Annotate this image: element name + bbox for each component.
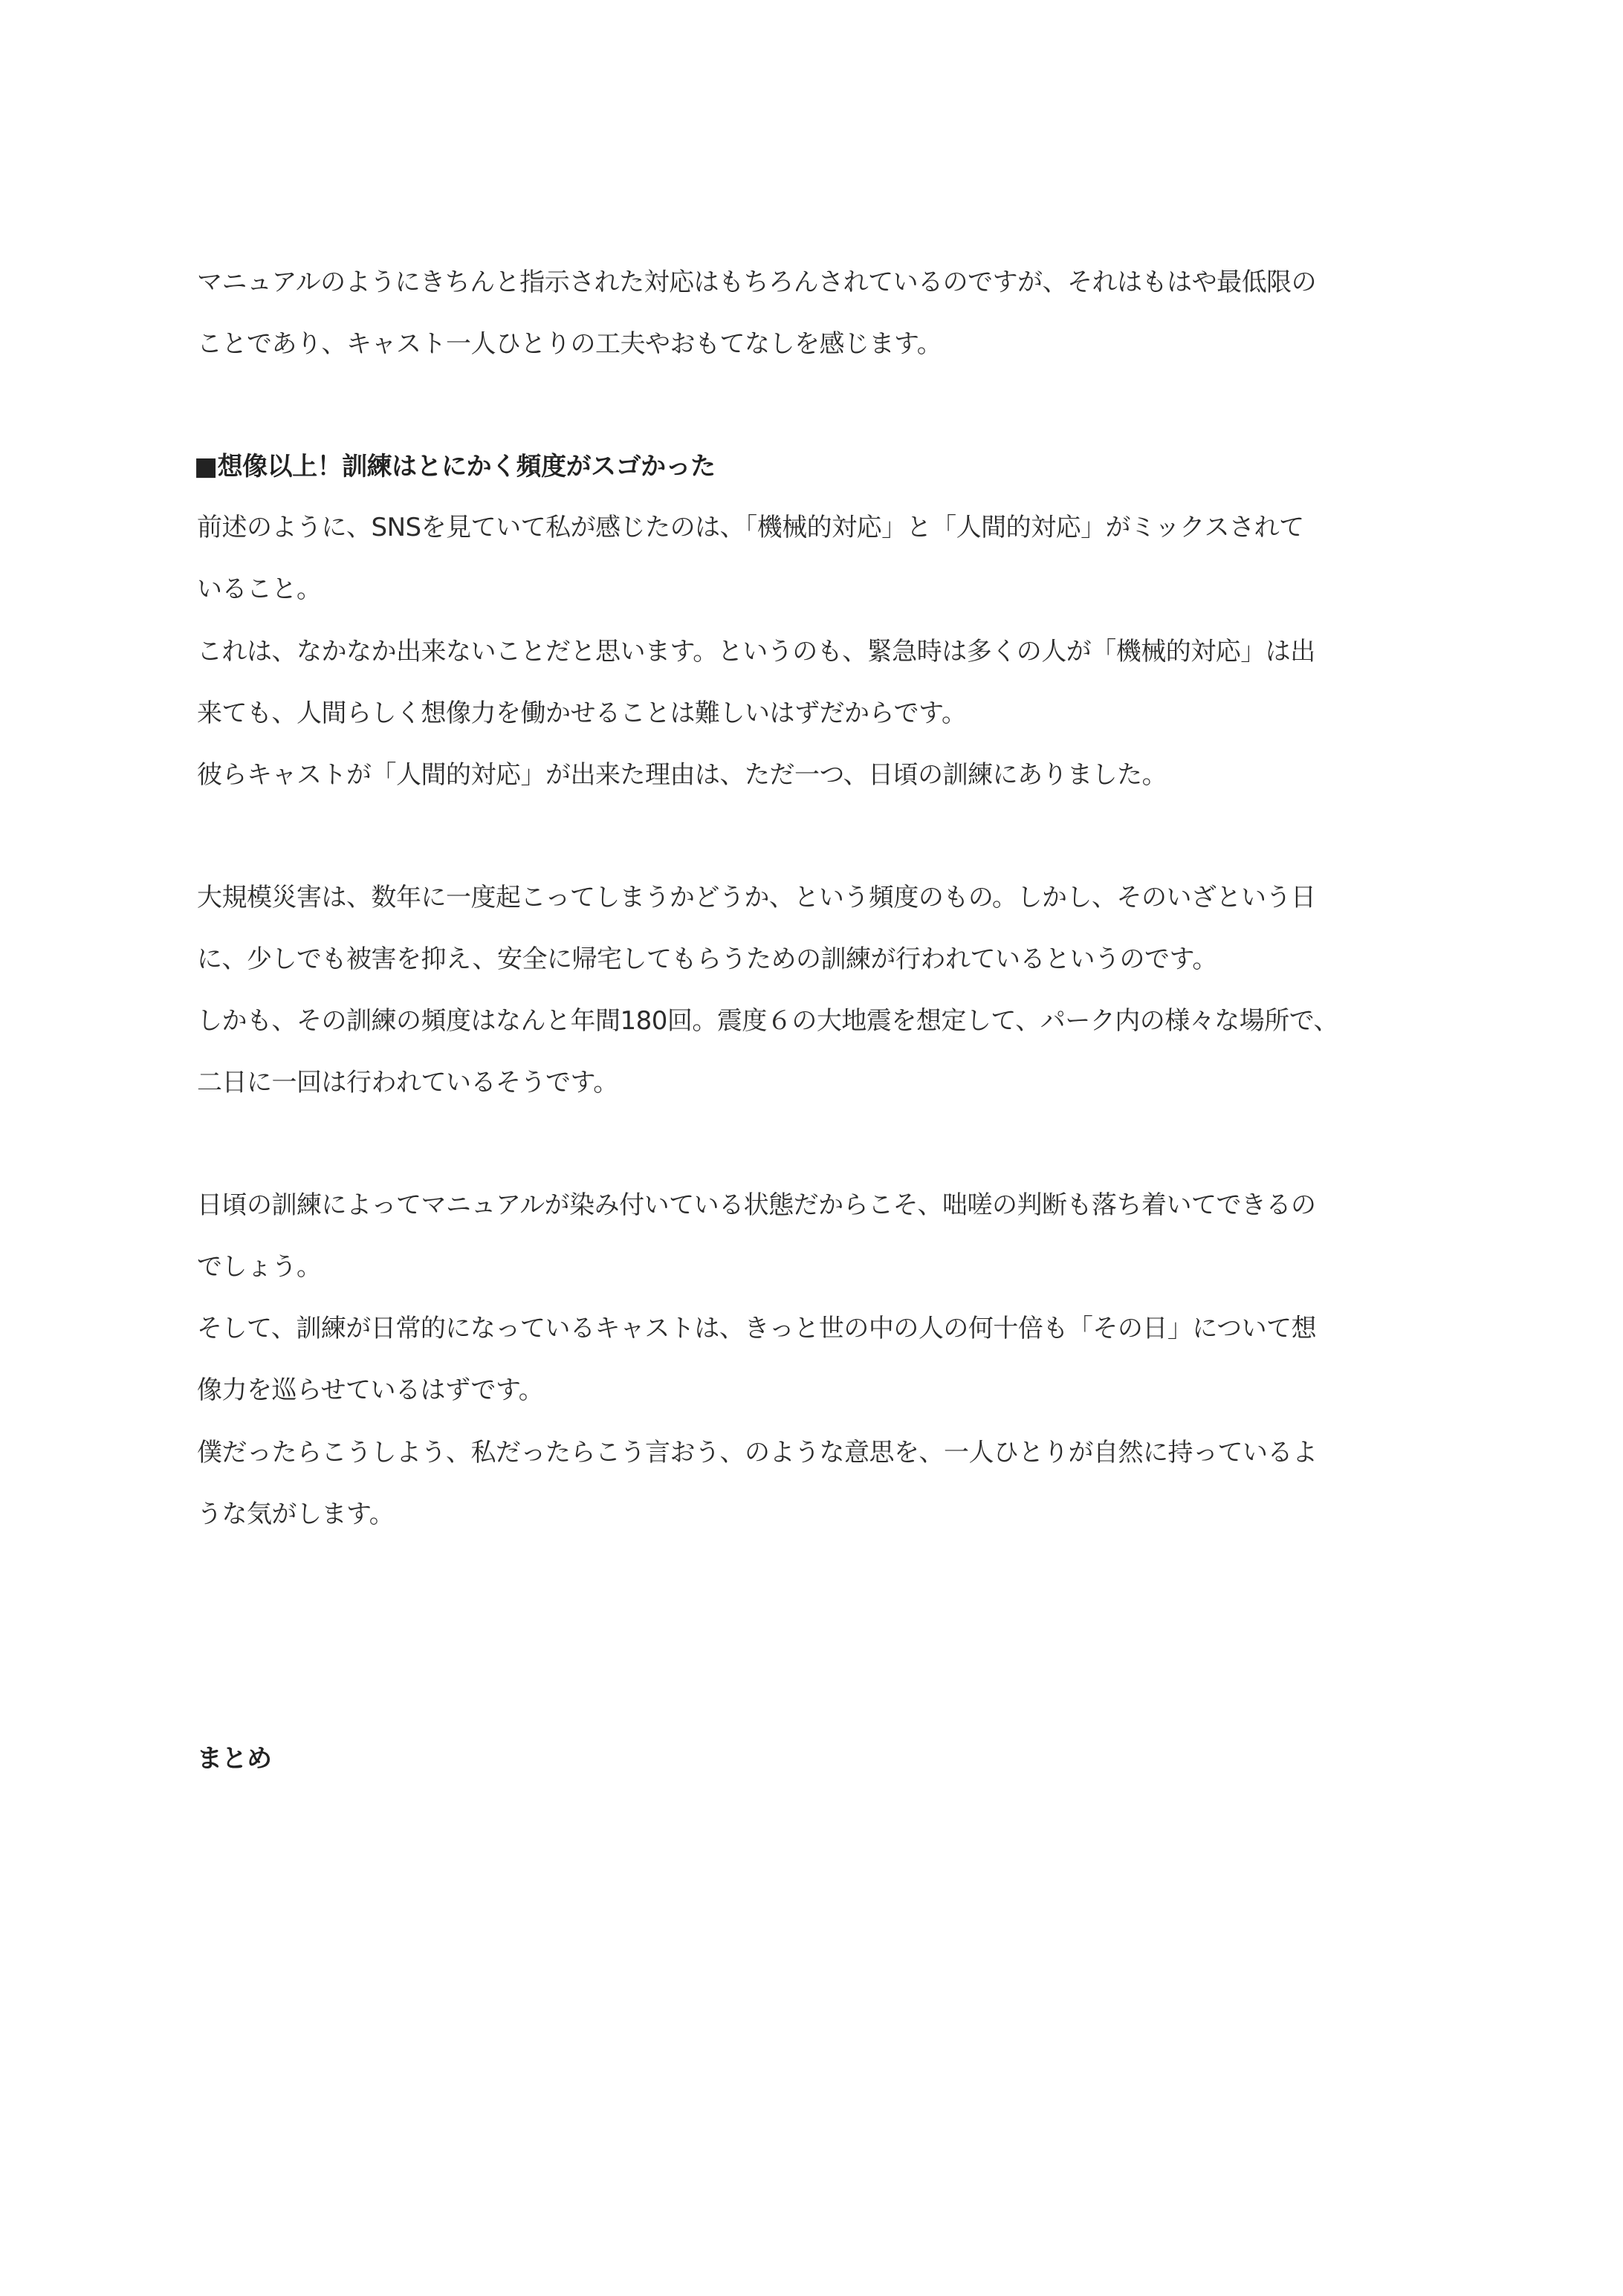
paragraph-4-line-1: 日頃の訓練によってマニュアルが染み付いている状態だからこそ、咄嗟の判断も落ち着いてできるの xyxy=(197,1190,1316,1220)
paragraph-3-line-2: に、少しでも被害を抑え、安全に帰宅してもらうための訓練が行われているというのです。 xyxy=(197,944,1217,974)
paragraph-3-line-3: しかも、その訓練の頻度はなんと年間180回。震度６の大地震を想定して、パーク内の様々な場所で、 xyxy=(197,1006,1339,1036)
intro-line-1: マニュアルのようにきちんと指示された対応はもちろんされているのですが、それはもはや最低限の xyxy=(197,267,1317,297)
intro-line-2: ことであり、キャスト一人ひとりの工夫やおもてなしを感じます。 xyxy=(197,329,942,359)
paragraph-2-line-2: いること。 xyxy=(197,574,322,604)
paragraph-2-line-5: 彼らキャストが「人間的対応」が出来た理由は、ただ一つ、日頃の訓練にありました。 xyxy=(197,760,1167,790)
paragraph-2-line-3: これは、なかなか出来ないことだと思います。というのも、緊急時は多くの人が「機械的対応」は出 xyxy=(197,637,1315,667)
paragraph-2-line-4: 来ても、人間らしく想像力を働かせることは難しいはずだからです。 xyxy=(197,698,967,728)
paragraph-4-line-2: でしょう。 xyxy=(197,1252,322,1282)
paragraph-3-line-4: 二日に一回は行われているそうです。 xyxy=(197,1068,618,1097)
paragraph-4-line-6: うな気がします。 xyxy=(197,1499,395,1529)
paragraph-4-line-5: 僕だったらこうしよう、私だったらこう言おう、のような意思を、一人ひとりが自然に持っているよ xyxy=(197,1438,1318,1468)
paragraph-4-line-4: 像力を巡らせているはずです。 xyxy=(197,1375,544,1405)
paragraph-2-line-1: 前述のように、SNSを見ていて私が感じたのは、「機械的対応」と「人間的対応」がミックスされて xyxy=(197,513,1304,542)
paragraph-4-line-3: そして、訓練が日常的になっているキャストは、きっと世の中の人の何十倍も「その日」について想 xyxy=(197,1314,1317,1343)
summary-heading: まとめ xyxy=(197,1744,272,1774)
paragraph-3-line-1: 大規模災害は、数年に一度起こってしまうかどうか、という頻度のもの。しかし、そのいざという日 xyxy=(197,883,1316,912)
section-heading: ■想像以上！訓練はとにかく頻度がスゴかった xyxy=(194,452,716,481)
